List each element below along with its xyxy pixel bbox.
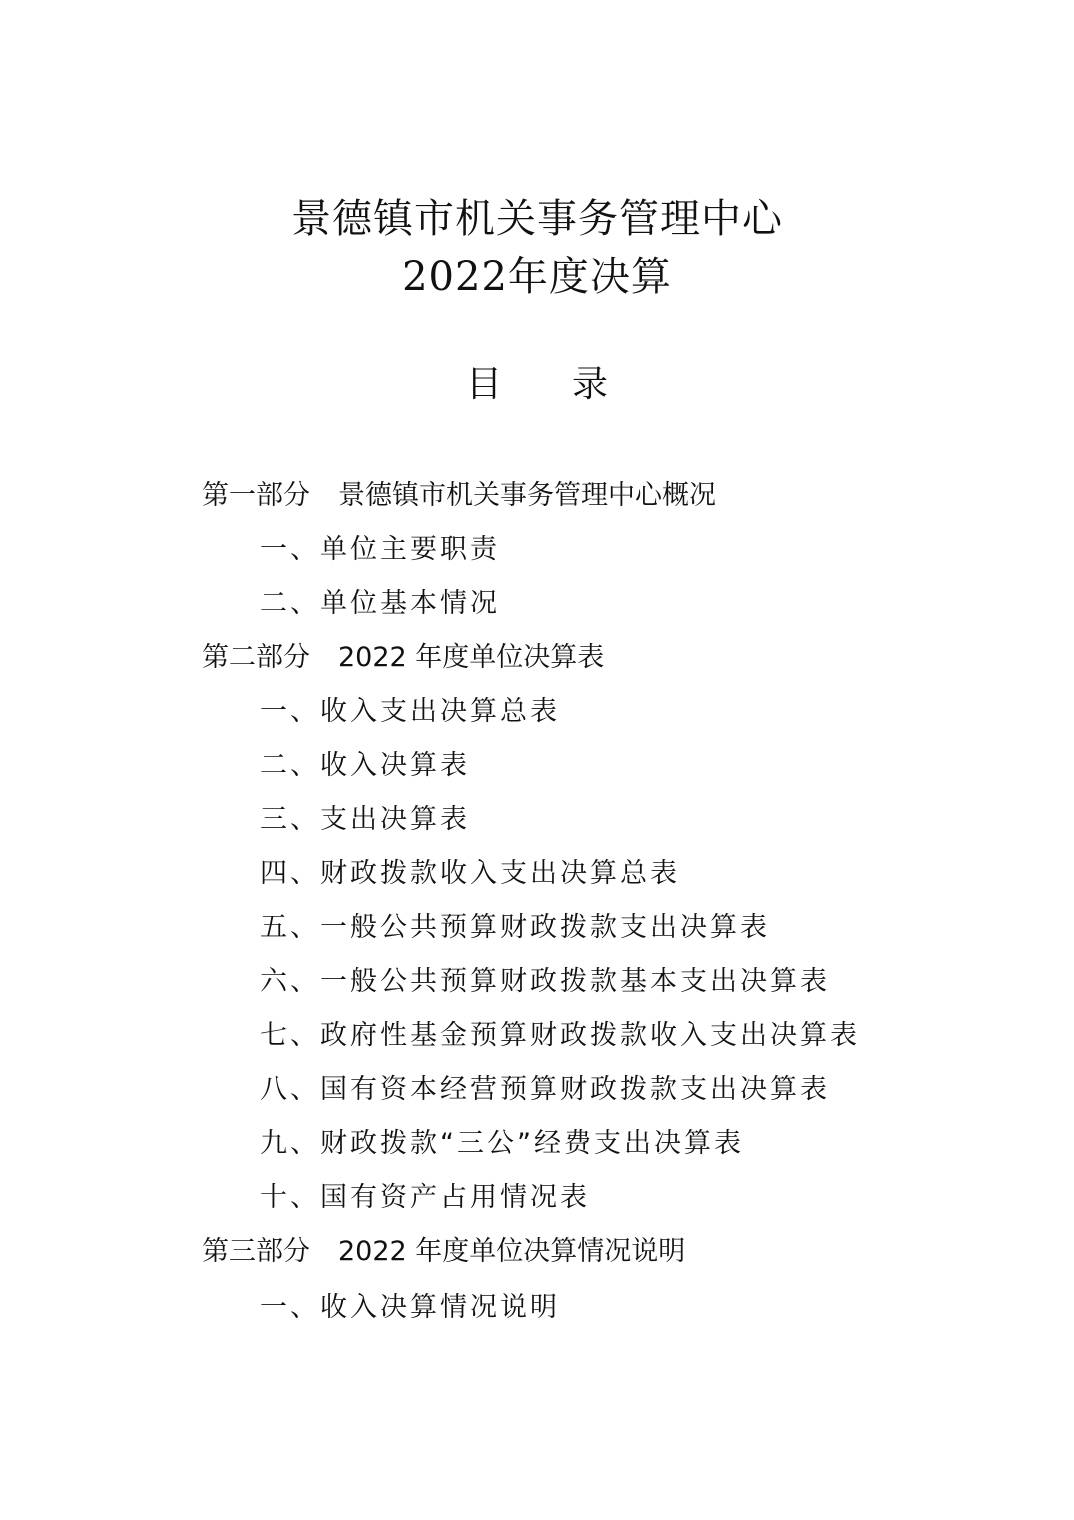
toc-item[interactable]: 五、一般公共预算财政拨款支出决算表 [260,912,770,943]
part-label: 第二部分 [202,642,310,673]
toc-part-3[interactable] [202,1232,685,1272]
toc-part-2[interactable] [202,638,604,678]
part-label: 第一部分 [202,480,310,511]
toc-heading [0,360,1074,410]
title-line-1: 景德镇市机关事务管理中心 [291,196,783,242]
toc-item[interactable]: 二、收入决算表 [260,750,470,781]
part-title: 景德镇市机关事务管理中心概况 [338,480,716,511]
toc-heading-char-2: 录 [572,364,609,405]
toc-item[interactable]: 六、一般公共预算财政拨款基本支出决算表 [260,966,830,997]
toc-item[interactable]: 七、政府性基金预算财政拨款收入支出决算表 [260,1020,860,1051]
part-title: 2022 年度单位决算表 [338,642,605,673]
part-label: 第三部分 [202,1236,310,1267]
part-title: 2022 年度单位决算情况说明 [338,1236,686,1267]
toc-item[interactable]: 四、财政拨款收入支出决算总表 [260,858,680,889]
title-line-2: 2022年度决算 [402,254,672,300]
toc-part-1[interactable] [202,476,716,516]
toc-item[interactable]: 二、单位基本情况 [260,588,500,619]
toc-item[interactable]: 九、财政拨款“三公”经费支出决算表 [260,1128,744,1159]
toc-item[interactable]: 一、收入决算情况说明 [260,1292,560,1323]
toc-heading-char-1: 目 [465,364,502,405]
toc-item[interactable]: 十、国有资产占用情况表 [260,1182,590,1213]
toc-item[interactable]: 八、国有资本经营预算财政拨款支出决算表 [260,1074,830,1105]
toc-item[interactable]: 一、单位主要职责 [260,534,500,565]
toc-item[interactable]: 一、收入支出决算总表 [260,696,560,727]
toc-item[interactable]: 三、支出决算表 [260,804,470,835]
